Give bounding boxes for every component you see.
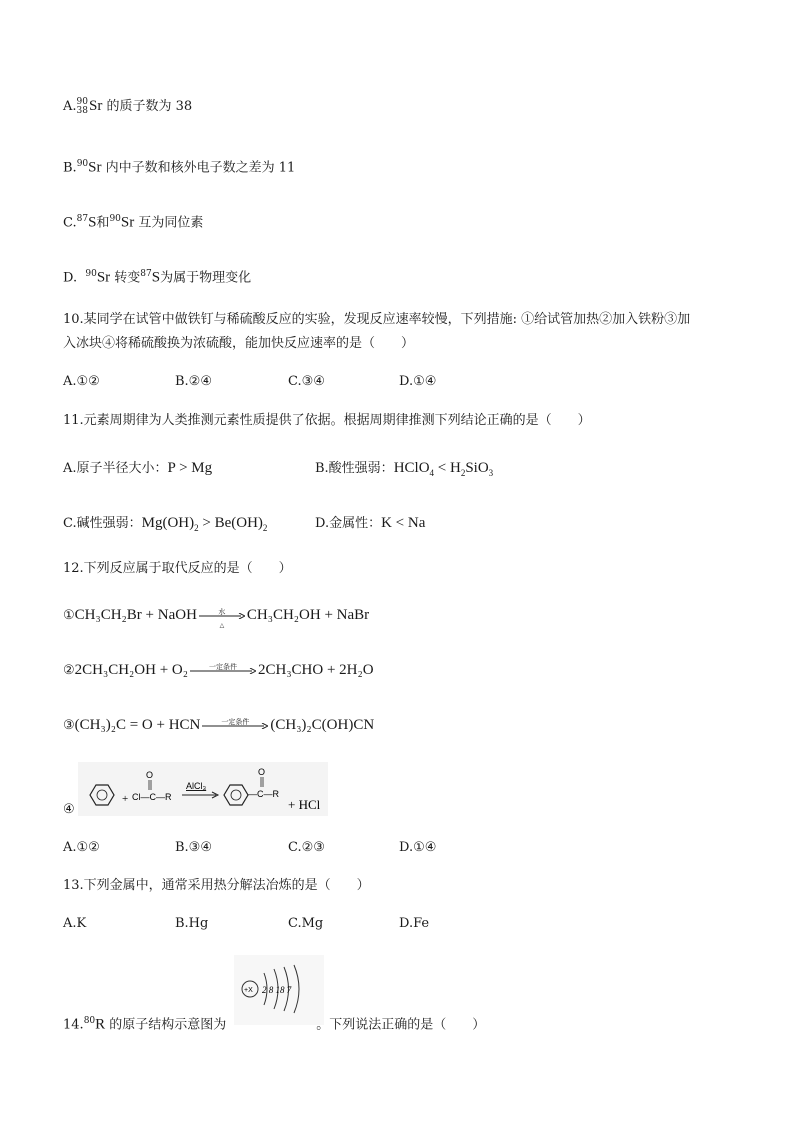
- q10-stem-line1: 10.某同学在试管中做铁钉与稀硫酸反应的实验，发现反应速率较慢，下列措施: ①给试管加热②加入铁粉③加: [63, 312, 691, 327]
- q12-option-b[interactable]: B.③④: [175, 840, 212, 855]
- q9-b-mass: 90: [76, 159, 89, 169]
- q9-b-prefix: B.: [63, 160, 77, 176]
- atom-nucleus-label: +X: [244, 987, 253, 994]
- benzene-ring-icon: [224, 785, 248, 805]
- q11-option-d[interactable]: [315, 512, 425, 532]
- q9-c-mid: 和: [96, 215, 110, 231]
- atom-shells-label: 2 8 18 7: [262, 985, 292, 995]
- q9-a-text: 的质子数为 38: [102, 99, 193, 114]
- q9-a-symbol: Sr: [88, 98, 103, 114]
- q9-c-sym2: Sr: [120, 214, 135, 231]
- q12-r3-left: (CH₃)₂C = O + HCN: [74, 717, 201, 733]
- q9-a-nuclide-numbers: 90 38: [76, 96, 88, 116]
- q12-r1-arrow: 水 △: [199, 609, 245, 623]
- q10-stem-line2: 入冰块④将稀硫酸换为浓硫酸，能加快反应速率的是（ ）: [63, 336, 415, 351]
- q11-a-label: A.原子半径大小：: [63, 461, 168, 476]
- q13-option-d[interactable]: D.Fe: [399, 916, 430, 931]
- q12-r3-num: ③: [63, 718, 75, 733]
- q11-d-formula: K < Na: [381, 515, 426, 531]
- q9-c-sym1: S: [88, 214, 97, 231]
- q12-r4-num: ④: [63, 802, 75, 817]
- q14-stem: [63, 1012, 485, 1034]
- q12-r1-num: ①: [63, 608, 75, 623]
- q9-option-d[interactable]: [63, 265, 251, 287]
- q9-b-symbol: Sr: [88, 159, 102, 176]
- q12-r2-right: 2CH₃CHO + 2H₂O: [257, 662, 374, 678]
- q12-stem: 12.下列反应属于取代反应的是（ ）: [63, 561, 292, 576]
- q9-c-mass1: 87: [76, 214, 89, 224]
- q14-symbol: R: [95, 1016, 106, 1033]
- q9-b-text: 内中子数和核外电子数之差为 11: [101, 160, 296, 176]
- q12-option-a[interactable]: A.①②: [63, 840, 100, 855]
- benzene-ring-icon: [90, 785, 114, 805]
- q14-text2: 。下列说法正确的是（ ）: [316, 1017, 486, 1033]
- r4-reagent-o: O: [146, 770, 154, 780]
- r4-plus1: +: [122, 793, 129, 805]
- q11-c-formula: $Mg(OH)_2 > Be(OH)_2$: [141, 515, 268, 533]
- q9-option-b[interactable]: [63, 155, 295, 177]
- q12-option-d[interactable]: D.①④: [399, 840, 437, 855]
- q14-mass: 80: [83, 1016, 96, 1026]
- q9-c-text: 互为同位素: [134, 215, 204, 231]
- q12-reaction-3: [63, 716, 374, 735]
- q9-a-prefix: A.: [63, 99, 77, 114]
- q11-a-formula: P > Mg: [167, 460, 213, 476]
- benzene-acylation-diagram: [78, 762, 328, 816]
- r4-reagent: Cl—C—R: [132, 792, 172, 802]
- q9-c-prefix: C.: [63, 215, 77, 231]
- q12-r2-left: 2CH₃CH₂OH + O₂: [74, 662, 188, 678]
- q11-c-label: C.碱性强弱：: [63, 516, 142, 531]
- q13-option-b[interactable]: B.Hg: [175, 916, 209, 931]
- q9-d-sym2: S: [151, 269, 161, 286]
- q11-stem: 11.元素周期律为人类推测元素性质提供了依据。根据周期律推测下列结论正确的是（ ）: [63, 413, 591, 428]
- q11-b-label: B.酸性强弱：: [315, 461, 394, 476]
- q12-r3-arrow: 一定条件: [202, 719, 268, 733]
- q12-reaction-1: [63, 606, 370, 629]
- q11-option-c[interactable]: [63, 512, 267, 533]
- r4-plus2: + HCl: [288, 797, 321, 812]
- q13-option-a[interactable]: A.K: [63, 916, 87, 931]
- q10-option-b[interactable]: B.②④: [175, 374, 212, 389]
- q9-d-sym1: Sr: [96, 269, 111, 286]
- q12-r1-left: CH₃CH₂Br + NaOH: [74, 607, 197, 623]
- q9-option-c[interactable]: [63, 210, 203, 232]
- q14-prefix: 14.: [63, 1017, 84, 1033]
- q12-option-c[interactable]: C.②③: [288, 840, 325, 855]
- q12-r2-num: ②: [63, 663, 75, 678]
- q13-stem: 13.下列金属中，通常采用热分解法冶炼的是（ ）: [63, 878, 370, 893]
- r4-product-r: —C—R: [248, 789, 279, 799]
- q9-c-mass2: 90: [109, 214, 121, 224]
- q9-option-a[interactable]: [63, 97, 192, 116]
- q11-option-b[interactable]: [315, 457, 493, 478]
- q10-option-c[interactable]: C.③④: [288, 374, 325, 389]
- r4-catalyst: AlCl₃: [186, 781, 207, 791]
- q12-reaction-2: [63, 661, 374, 680]
- q12-r2-arrow: 一定条件: [190, 664, 256, 678]
- q10-option-a[interactable]: A.①②: [63, 374, 100, 389]
- q14-text1: 的原子结构示意图为: [105, 1017, 227, 1033]
- q12-r3-right: (CH₃)₂C(OH)CN: [270, 717, 375, 733]
- q9-d-mass2: 87: [140, 269, 152, 279]
- q13-option-c[interactable]: C.Mg: [288, 916, 324, 931]
- q9-d-prefix: D.: [63, 270, 78, 286]
- q9-d-mass1: 90: [85, 269, 97, 279]
- r4-product-o: O: [258, 767, 266, 777]
- q11-option-a[interactable]: [63, 457, 212, 477]
- q9-d-mid: 转变: [110, 270, 141, 286]
- q12-r1-right: CH₃CH₂OH + NaBr: [246, 607, 370, 623]
- q11-d-label: D.金属性：: [315, 516, 382, 531]
- q10-option-d[interactable]: D.①④: [399, 374, 437, 389]
- q12-r4-image: [78, 762, 328, 816]
- q9-d-text: 为属于物理变化: [160, 270, 252, 286]
- q11-b-formula: HClO$_4$ < $H_2SiO_3$: [393, 460, 494, 478]
